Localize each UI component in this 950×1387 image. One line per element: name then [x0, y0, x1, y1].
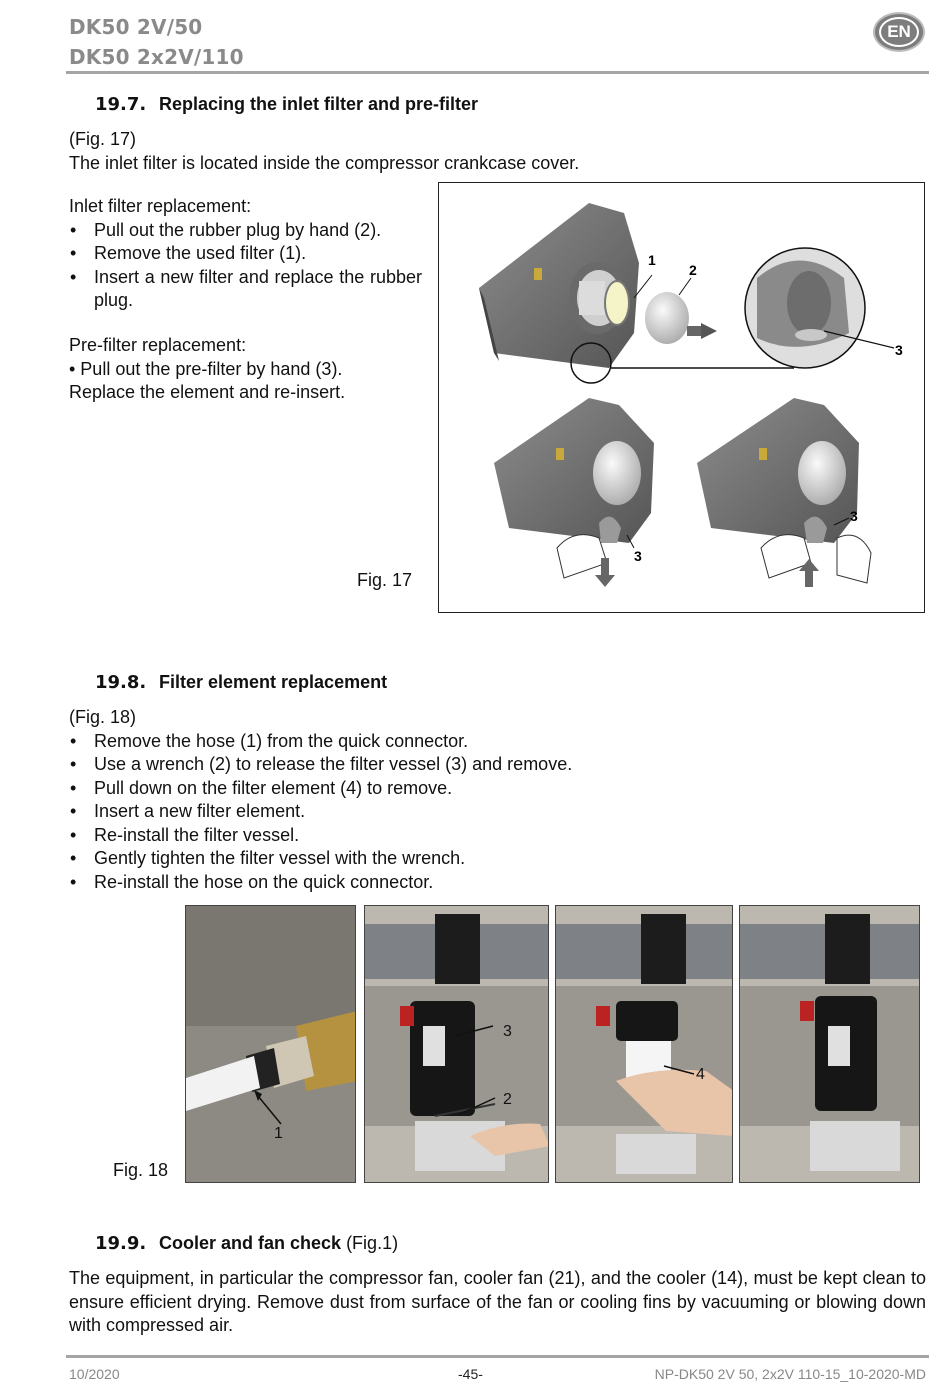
crankcase-cover-open: [479, 203, 639, 383]
callout-2: 2: [689, 262, 697, 278]
language-badge-label: EN: [879, 17, 919, 47]
crankcase-cover-pull-down: [494, 398, 654, 587]
crankcase-cover-reinsert: [697, 398, 871, 587]
section-19-9-body: The equipment, in particular the compressor fan, cooler fan (21), and the cooler (14), must be kept clean to ensure efficient drying. Remove dust from surface of the fan or cooling fins by vacuuming or blowing down with compressed air.: [69, 1268, 926, 1335]
figure-reference: (Fig. 18): [69, 707, 137, 727]
pre-filter-heading: Pre-filter replacement:: [69, 335, 247, 355]
callout-3: 3: [634, 548, 642, 564]
callout-3: 3: [503, 1023, 512, 1040]
section-figure-reference: (Fig.1): [341, 1233, 399, 1253]
figure-17-illustration: [439, 183, 923, 611]
footer-document-id: NP-DK50 2V 50, 2x2V 110-15_10-2020-MD: [654, 1366, 926, 1382]
pre-filter-step: • Pull out the pre-filter by hand (3).: [69, 358, 343, 379]
figure-17-label: Fig. 17: [357, 570, 413, 590]
inlet-filter-heading: Inlet filter replacement:: [69, 196, 252, 216]
inlet-filter-steps: [69, 219, 422, 313]
section-19-8-body: [69, 706, 929, 894]
footer-divider: [66, 1355, 929, 1358]
callout-3: 3: [850, 508, 858, 524]
list-item: • Pull out the rubber plug by hand (2).: [69, 219, 422, 243]
header-divider: [66, 71, 929, 74]
list-item: • Insert a new filter and replace the rubber plug.: [69, 266, 422, 313]
section-number: 19.8.: [95, 672, 147, 693]
page-number: -45-: [458, 1366, 483, 1382]
callout-1: 1: [274, 1125, 283, 1142]
list-item: • Use a wrench (2) to release the filter vessel (3) and remove.: [69, 753, 929, 777]
section-title: Filter element replacement: [159, 672, 388, 692]
section-number: 19.7.: [95, 94, 147, 115]
rubber-plug: [645, 292, 717, 344]
figure-18-photo-wrench: [364, 905, 549, 1183]
footer-date: 10/2020: [69, 1366, 120, 1382]
callout-4: 4: [696, 1066, 705, 1083]
intro-text: The inlet filter is located inside the compressor crankcase cover.: [69, 152, 580, 173]
list-item: • Insert a new filter element.: [69, 800, 929, 824]
section-19-9-heading: [95, 1232, 398, 1256]
list-item: • Pull down on the filter element (4) to remove.: [69, 777, 929, 801]
header-title: [69, 12, 244, 72]
list-item: • Re-install the hose on the quick connector.: [69, 871, 929, 895]
figure-reference: (Fig. 17): [69, 129, 137, 149]
section-19-7-intro: [69, 128, 929, 175]
callout-2: 2: [503, 1091, 512, 1108]
section-title: Replacing the inlet filter and pre-filter: [159, 94, 479, 114]
figure-17: [438, 182, 925, 613]
pre-filter-instructions: [69, 334, 422, 405]
figure-18-photo-element: [555, 905, 733, 1183]
filter-element-steps: [69, 730, 929, 895]
list-item: • Gently tighten the filter vessel with the wrench.: [69, 847, 929, 871]
language-badge: [873, 12, 925, 52]
section-title: Cooler and fan check: [159, 1233, 342, 1253]
list-item: • Remove the used filter (1).: [69, 242, 422, 266]
header-model-line-2: DK50 2x2V/110: [69, 45, 244, 69]
callout-1: 1: [648, 252, 656, 268]
figure-18-photo-hose: [185, 905, 356, 1183]
pre-filter-step-2: Replace the element and re-insert.: [69, 382, 346, 402]
section-19-8-heading: [95, 671, 387, 695]
figure-18-photo-reinstalled: [739, 905, 920, 1183]
callout-3: 3: [895, 342, 903, 358]
list-item: • Re-install the filter vessel.: [69, 824, 929, 848]
list-item: • Remove the hose (1) from the quick connector.: [69, 730, 929, 754]
header-model-line-1: DK50 2V/50: [69, 15, 203, 39]
inlet-filter-instructions: [69, 195, 422, 313]
figure-18-label: Fig. 18: [113, 1160, 169, 1180]
pre-filter-detail-zoom: [745, 248, 903, 368]
section-19-7-heading: [95, 93, 478, 117]
section-number: 19.9.: [95, 1233, 147, 1254]
